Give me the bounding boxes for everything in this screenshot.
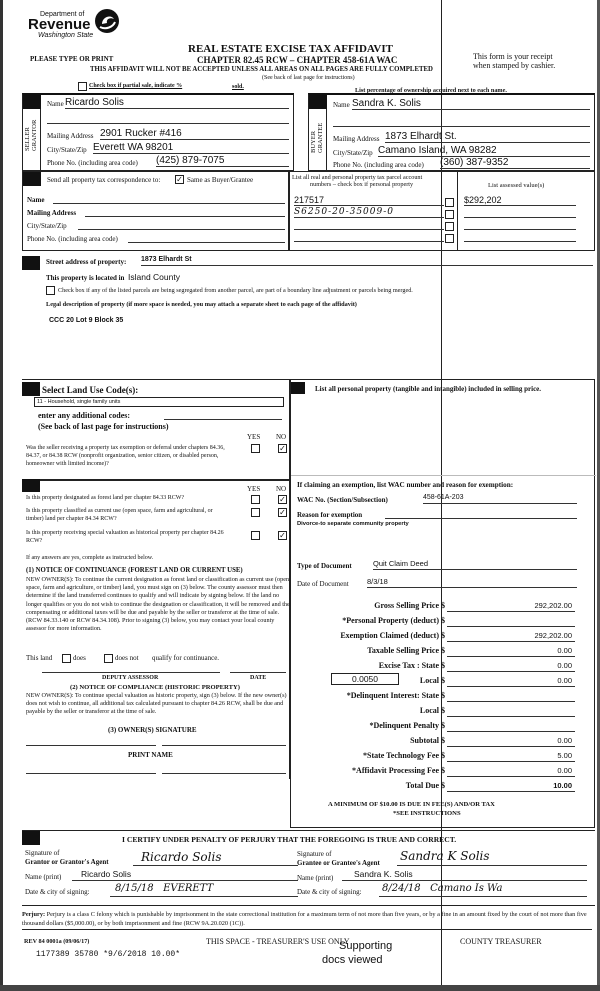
section-8-marker <box>22 831 40 845</box>
section-4-marker <box>22 256 40 270</box>
forest-question-2: Is this property classified as current use (open space, farm and agricultural, or timber) land per chapter 84.34 RCW? <box>26 508 213 522</box>
parcel-number-1[interactable]: 217517 <box>294 195 444 206</box>
perjury-note <box>22 910 592 930</box>
forest-question-3: Is this property receiving special valuation as historical property per chapter 84.26 RCW? <box>26 530 224 544</box>
form-title: REAL ESTATE EXCISE TAX AFFIDAVIT <box>188 43 393 55</box>
parcel-divider <box>457 172 458 251</box>
segregate-label: Check box if any of the listed parcels are being segregated from another parcel, are part of a boundary line adjustment or parcels being merged. <box>58 287 413 294</box>
buyer-mailing-label: Mailing Address <box>333 135 380 143</box>
parcel-header-2: numbers – check box if personal property <box>310 181 414 188</box>
land-use-title: Select Land Use Code(s): <box>42 385 139 395</box>
forest-q2-no-checkbox[interactable]: ✓ <box>279 508 286 517</box>
land-does-not-checkbox[interactable] <box>104 654 113 663</box>
property-section <box>22 253 595 378</box>
print-name-line-1[interactable] <box>26 769 156 774</box>
dor-logo <box>28 8 128 44</box>
taxable-price-value[interactable]: 0.00 <box>557 646 572 655</box>
assessed-value-3[interactable] <box>464 219 576 230</box>
forest-q2-yes-checkbox[interactable] <box>251 508 260 517</box>
see-back-note: (See back of last page for instructions) <box>262 75 355 81</box>
street-address-label: Street address of property: <box>46 258 127 266</box>
forest-section <box>22 479 290 779</box>
land-use-see-back: (See back of last page for instructions) <box>38 422 169 431</box>
subtotal-label: Subtotal $ <box>410 736 445 745</box>
additional-codes-field[interactable] <box>164 410 282 420</box>
treasurer-use-label: THIS SPACE - TREASURER'S USE ONLY <box>206 937 350 946</box>
forest-q1-yes-checkbox[interactable] <box>251 495 260 504</box>
seller-phone-field[interactable]: (425) 879-7075 <box>156 155 289 167</box>
land-does-checkbox[interactable] <box>62 654 71 663</box>
certify-section <box>22 830 595 906</box>
delinquent-interest-local-label: Local $ <box>419 706 445 715</box>
buyer-city-label: City/State/Zip <box>333 149 373 157</box>
forest-question-1: Is this property designated as forest land per chapter 84.33 RCW? <box>26 495 185 501</box>
forest-no-header: NO <box>276 485 287 493</box>
please-type-note: PLEASE TYPE OR PRINT <box>30 55 114 63</box>
parcel-number-2[interactable]: S6250-20-35009-0 <box>294 207 444 218</box>
wac-label: WAC No. (Section/Subsection) <box>297 496 388 504</box>
taxable-price-label: Taxable Selling Price $ <box>367 646 445 655</box>
technology-fee-value[interactable]: 5.00 <box>557 751 572 760</box>
notice-continuance-body: NEW OWNER(S): To continue the current designation as forest land or classification as current use (open space, farm and agriculture, or timber) land, you must sign on (3) below. The county assessor must then determine if the land transferred continues to qualify and will indicate by signing below. If the land no longer qualifies or you do not wish to continue the designation or classification, it will be removed and the compensating or additional taxes will be due and payable by the seller or transferor at the time of sale. (RCW 84.33.140 or RCW 84.34.108). Prior to signing (3) below, you may contact your local county assessor for more information. <box>26 576 290 633</box>
section-6-marker <box>22 479 40 492</box>
personal-property-deduct-line <box>447 616 575 627</box>
notice-compliance-body: NEW OWNER(S): To continue special valuation as historic property, sign (3) below. If the new owner(s) does not wish to continue, all additional tax calculated pursuant to chapter 84.26 RCW, shall be due and payable by the seller or transferor at the time of sale. <box>26 692 287 716</box>
legal-description-field[interactable]: CCC 20 Lot 9 Block 35 <box>49 317 124 324</box>
seller-section <box>22 93 294 171</box>
forest-top-border <box>40 479 290 481</box>
form-id: REV 84 0001a (09/06/17) <box>24 938 90 945</box>
excise-local-value[interactable]: 0.00 <box>557 676 572 685</box>
exemption-yes-checkbox[interactable] <box>251 444 260 453</box>
owner-signature-label: (3) OWNER(S) SIGNATURE <box>108 726 197 734</box>
document-type-label: Type of Document <box>297 562 352 570</box>
supporting-docs-stamp-2: docs viewed <box>322 954 383 966</box>
parcel-personal-checkbox-2[interactable] <box>445 210 454 219</box>
county-label: This property is located in <box>46 274 125 282</box>
if-yes-note: If any answers are yes, complete as instructed below. <box>26 555 154 561</box>
exemption-question: Was the seller receiving a property tax exemption or deferral under chapters 84.36, 84.37, or 84.38 RCW (nonprofit organization, senior citizen, or disabled person, homeowner with limited income)? <box>26 445 225 467</box>
owner-signature-line-2[interactable] <box>162 741 286 746</box>
land-does-not-label: does not <box>115 654 139 662</box>
page-bottom-border <box>0 985 600 991</box>
logo-dept-text: Department of <box>40 11 85 18</box>
grantor-date-field[interactable]: 8/15/18 EVERETT <box>110 883 298 897</box>
logo-swirl-icon <box>94 8 120 34</box>
logo-state-text: Washington State <box>38 32 94 39</box>
buyer-name-line-2[interactable] <box>333 115 590 127</box>
grantee-date-label: Date & city of signing: <box>297 888 362 896</box>
notice-compliance-title: (2) NOTICE OF COMPLIANCE (HISTORIC PROPERTY) <box>70 684 240 691</box>
parcel-number-3[interactable] <box>294 219 444 230</box>
delinquent-interest-state-line <box>447 691 575 702</box>
section-1-marker <box>23 95 41 109</box>
segregate-checkbox[interactable] <box>46 286 55 295</box>
buyer-phone-field[interactable]: (360) 387-9352 <box>440 157 590 169</box>
document-date-field[interactable]: 8/3/18 <box>367 577 577 588</box>
seller-name-label: Name <box>47 100 64 108</box>
personal-property-label: List all personal property (tangible and intangible) included in selling price. <box>315 385 542 393</box>
grantee-sig-label-2: Grantee or Grantee's Agent <box>297 859 380 867</box>
corr-city-field[interactable] <box>78 220 285 230</box>
gross-price-label: Gross Selling Price $ <box>374 601 445 610</box>
personal-property-field[interactable] <box>299 410 589 472</box>
chapter-reference: CHAPTER 82.45 RCW – CHAPTER 458-61A WAC <box>197 55 398 65</box>
buyer-name-field[interactable]: Sandra K. Solis <box>352 98 590 110</box>
assessed-value-2[interactable] <box>464 207 576 218</box>
parcel-personal-checkbox-1[interactable] <box>445 198 454 207</box>
exemption-claimed-label: Exemption Claimed (deduct) $ <box>340 631 445 640</box>
deputy-assessor-label: DEPUTY ASSESSOR <box>102 675 159 681</box>
partial-sale-checkbox[interactable] <box>78 82 87 91</box>
wac-field[interactable]: 458-61A-203 <box>423 494 577 504</box>
county-treasurer-label: COUNTY TREASURER <box>460 937 542 946</box>
perjury-label: Perjury: <box>22 911 46 918</box>
personal-property-deduct-label: *Personal Property (deduct) $ <box>342 616 445 625</box>
forest-q1-no-checkbox[interactable]: ✓ <box>279 495 286 504</box>
ownership-note: List percentage of ownership acquired next to each name. <box>355 87 507 94</box>
perjury-text: Perjury is a class C felony which is punishable by imprisonment in the state correctional institution for a maximum term of not more than five years, or by a fine in an amount fixed by the court of not more than five thousand dollars ($5,000.00), or by both imprisonment and fine (RCW 9A.20.020 (1C)). <box>22 911 587 927</box>
deputy-assessor-signature-line[interactable] <box>42 668 220 673</box>
minimum-due-note: A MINIMUM OF $10.00 IS DUE IN FEE(S) AND/OR TAX <box>328 801 495 808</box>
section-2-marker <box>309 95 327 109</box>
total-due-value[interactable]: 10.00 <box>553 781 572 790</box>
forest-q3-no-checkbox[interactable]: ✓ <box>279 531 286 540</box>
grantee-signature-field[interactable]: Sandra K Solis <box>397 849 587 866</box>
deputy-date-label: DATE <box>250 675 267 681</box>
reason-field[interactable]: Divorce-to separate community property <box>297 521 409 527</box>
partial-sale-label: Check box if partial sale, indicate % <box>89 83 183 89</box>
qualify-label: qualify for continuance. <box>152 654 220 662</box>
forest-yes-header: YES <box>247 485 261 493</box>
grantor-name-label: Name (print) <box>25 873 62 881</box>
parcel-header-1: List all real and personal property tax parcel account <box>292 174 423 181</box>
buyer-name-label: Name <box>333 101 350 109</box>
seller-name-field[interactable]: Ricardo Solis <box>65 97 289 109</box>
delinquent-penalty-label: *Delinquent Penalty $ <box>369 721 445 730</box>
correspondence-section <box>22 171 289 251</box>
grantee-name-label: Name (print) <box>297 874 334 882</box>
seller-name-line-2[interactable] <box>47 112 289 124</box>
delinquent-interest-local-line <box>447 706 575 717</box>
owner-signature-line-1[interactable] <box>26 741 156 746</box>
parcel-personal-checkbox-3[interactable] <box>445 222 454 231</box>
this-land-label: This land <box>26 654 53 662</box>
land-use-code-select[interactable]: 11 - Household, single family units <box>34 397 284 407</box>
same-as-buyer-checkbox[interactable]: ✓ <box>176 175 183 184</box>
parcel-section <box>289 171 595 251</box>
buyer-side-label <box>309 109 327 171</box>
notice-continuance-title: (1) NOTICE OF CONTINUANCE (FOREST LAND OR CURRENT USE) <box>26 567 243 574</box>
land-does-label: does <box>73 654 86 662</box>
legal-description-label: Legal description of property (if more space is needed, you may attach a separate sheet to each page of the affidavit) <box>46 301 357 308</box>
seller-side-label <box>23 109 41 171</box>
seller-label: SELLER <box>24 127 31 151</box>
parcel-personal-checkbox-4[interactable] <box>445 234 454 243</box>
grantee-sig-label-1: Signature of <box>297 850 332 858</box>
exemption-no-header: NO <box>276 433 287 441</box>
seller-city-field[interactable]: Everett WA 98201 <box>93 142 289 154</box>
document-type-field[interactable]: Quit Claim Deed <box>373 559 577 570</box>
gross-price-value[interactable]: 292,202.00 <box>534 601 572 610</box>
local-rate-field[interactable]: 0.0050 <box>331 673 399 685</box>
subtotal-value[interactable]: 0.00 <box>557 736 572 745</box>
grantor-signature-field[interactable]: Ricardo Solis <box>133 850 298 866</box>
sold-label: sold. <box>232 84 244 90</box>
technology-fee-label: *State Technology Fee $ <box>363 751 445 760</box>
supporting-docs-stamp-1: Supporting <box>339 940 393 952</box>
excise-state-value[interactable]: 0.00 <box>557 661 572 670</box>
buyer-section <box>308 93 595 171</box>
document-date-label: Date of Document <box>297 580 349 588</box>
corr-city-label: City/State/Zip <box>27 222 67 230</box>
total-due-label: Total Due $ <box>405 781 445 790</box>
completeness-warning: THIS AFFIDAVIT WILL NOT BE ACCEPTED UNLESS ALL AREAS ON ALL PAGES ARE FULLY COMPLETED <box>90 66 433 73</box>
section-7-marker <box>291 382 305 394</box>
grantee-date-field[interactable]: 8/24/18 Camano Is Wa <box>379 883 587 897</box>
correspondence-label: Send all property tax correspondence to: <box>47 176 161 184</box>
see-instructions-note: *SEE INSTRUCTIONS <box>393 810 461 817</box>
print-name-line-2[interactable] <box>162 769 286 774</box>
grantor-sig-label-2: Grantor or Grantor's Agent <box>25 858 109 866</box>
grantor-date-label: Date & city of signing: <box>25 888 90 896</box>
parcel-number-4[interactable] <box>294 231 444 242</box>
corr-mailing-field[interactable] <box>85 207 285 217</box>
receipt-note-1: This form is your receipt <box>473 52 553 61</box>
exemption-claimed-value[interactable]: 292,202.00 <box>534 631 572 640</box>
buyer-label: BUYER <box>310 130 317 153</box>
section-3-marker <box>23 172 41 186</box>
page-left-edge <box>0 0 3 991</box>
corr-mailing-label: Mailing Address <box>27 209 77 217</box>
corr-name-field[interactable] <box>53 194 285 204</box>
grantee-label: GRANTEE <box>317 122 324 153</box>
seller-mailing-field[interactable]: 2901 Rucker #416 <box>100 128 289 140</box>
assessed-header: List assessed value(s) <box>488 182 545 189</box>
corr-phone-label: Phone No. (including area code) <box>27 235 118 243</box>
deputy-date-line[interactable] <box>230 668 286 673</box>
exemption-yes-header: YES <box>247 433 261 441</box>
buyer-phone-label: Phone No. (including area code) <box>333 161 424 169</box>
delinquent-interest-state-label: *Delinquent Interest: State $ <box>346 691 445 700</box>
grantee-name-field[interactable]: Sandra K. Solis <box>342 869 587 881</box>
corr-phone-field[interactable] <box>128 233 285 243</box>
section-5-marker <box>22 382 40 396</box>
processing-fee-value[interactable]: 0.00 <box>557 766 572 775</box>
seller-mailing-label: Mailing Address <box>47 132 94 140</box>
grantor-name-field[interactable]: Ricardo Solis <box>72 869 298 881</box>
receipt-note-2: when stamped by cashier. <box>473 61 556 70</box>
street-address-field[interactable]: 1873 Elhardt St <box>141 256 593 266</box>
seller-city-label: City/State/Zip <box>47 146 87 154</box>
buyer-city-field[interactable]: Camano Island, WA 98282 <box>378 145 590 157</box>
seller-phone-label: Phone No. (including area code) <box>47 159 138 167</box>
print-name-label: PRINT NAME <box>128 751 173 759</box>
grantor-label: GRANTOR <box>31 119 38 151</box>
buyer-mailing-field[interactable]: 1873 Elhardt St. <box>385 131 590 143</box>
reason-line[interactable] <box>385 509 577 519</box>
corr-name-label: Name <box>27 196 45 204</box>
county-field[interactable]: Island County <box>128 272 180 282</box>
assessed-value-4[interactable] <box>464 231 576 242</box>
forest-q3-yes-checkbox[interactable] <box>251 531 260 540</box>
excise-local-label: Local $ <box>419 676 445 685</box>
personal-property-bottom <box>291 475 596 476</box>
exemption-no-checkbox[interactable]: ✓ <box>279 444 286 453</box>
grantor-sig-label-1: Signature of <box>25 849 60 857</box>
delinquent-penalty-line <box>447 721 575 732</box>
receipt-stamp: 1177389 35780 *9/6/2018 10.00* <box>36 950 181 959</box>
additional-codes-label: enter any additional codes: <box>38 411 131 420</box>
assessed-value-1[interactable]: $292,202 <box>464 195 576 206</box>
certify-statement: I CERTIFY UNDER PENALTY OF PERJURY THAT THE FOREGOING IS TRUE AND CORRECT. <box>122 835 457 844</box>
processing-fee-label: *Affidavit Processing Fee $ <box>352 766 445 775</box>
same-as-buyer-label: Same as Buyer/Grantee <box>187 176 254 184</box>
exemption-claim-label: If claiming an exemption, list WAC number and reason for exemption: <box>297 481 514 489</box>
reason-label: Reason for exemption <box>297 511 363 519</box>
logo-revenue-text: Revenue <box>28 16 91 33</box>
excise-state-label: Excise Tax : State $ <box>378 661 445 670</box>
